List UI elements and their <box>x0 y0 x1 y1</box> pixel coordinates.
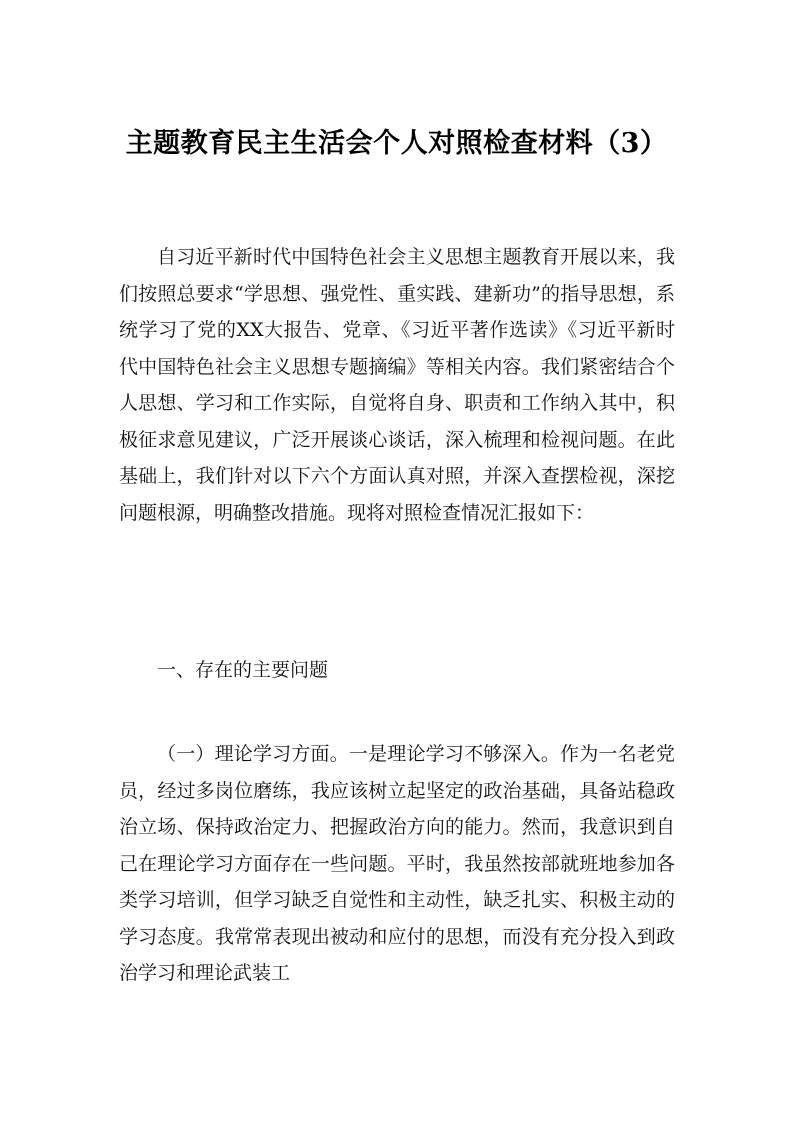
section-heading: 一、存在的主要问题 <box>157 659 329 681</box>
intro-paragraph: 自习近平新时代中国特色社会主义思想主题教育开展以来，我们按照总要求“学思想、强党性、重实践、建新功”的指导思想，系统学习了党的XX大报告、党章、《习近平著作选读》《习近平新时代中国特色社会主义思想专题摘编》等相关内容。我们紧密结合个人思想、学习和工作实际，自觉将自身、职责和工作纳入其中，积极征求意见建议，广泛开展谈心谈话，深入梳理和检视问题。在此基础上，我们针对以下六个方面认真对照，并深入查摆检视，深挖问题根源，明确整改措施。现将对照检查情况汇报如下： <box>119 246 675 524</box>
section-paragraph: （一）理论学习方面。一是理论学习不够深入。作为一名老党员，经过多岗位磨练，我应该树立起坚定的政治基础，具备站稳政治立场、保持政治定力、把握政治方向的能力。然而，我意识到自己在理论学习方面存在一些问题。平时，我虽然按部就班地参加各类学习培训，但学习缺乏自觉性和主动性，缺乏扎实、积极主动的学习态度。我常常表现出被动和应付的思想，而没有充分投入到政治学习和理论武装工 <box>119 743 675 984</box>
document-title: 主题教育民主生活会个人对照检查材料（3） <box>125 128 668 159</box>
